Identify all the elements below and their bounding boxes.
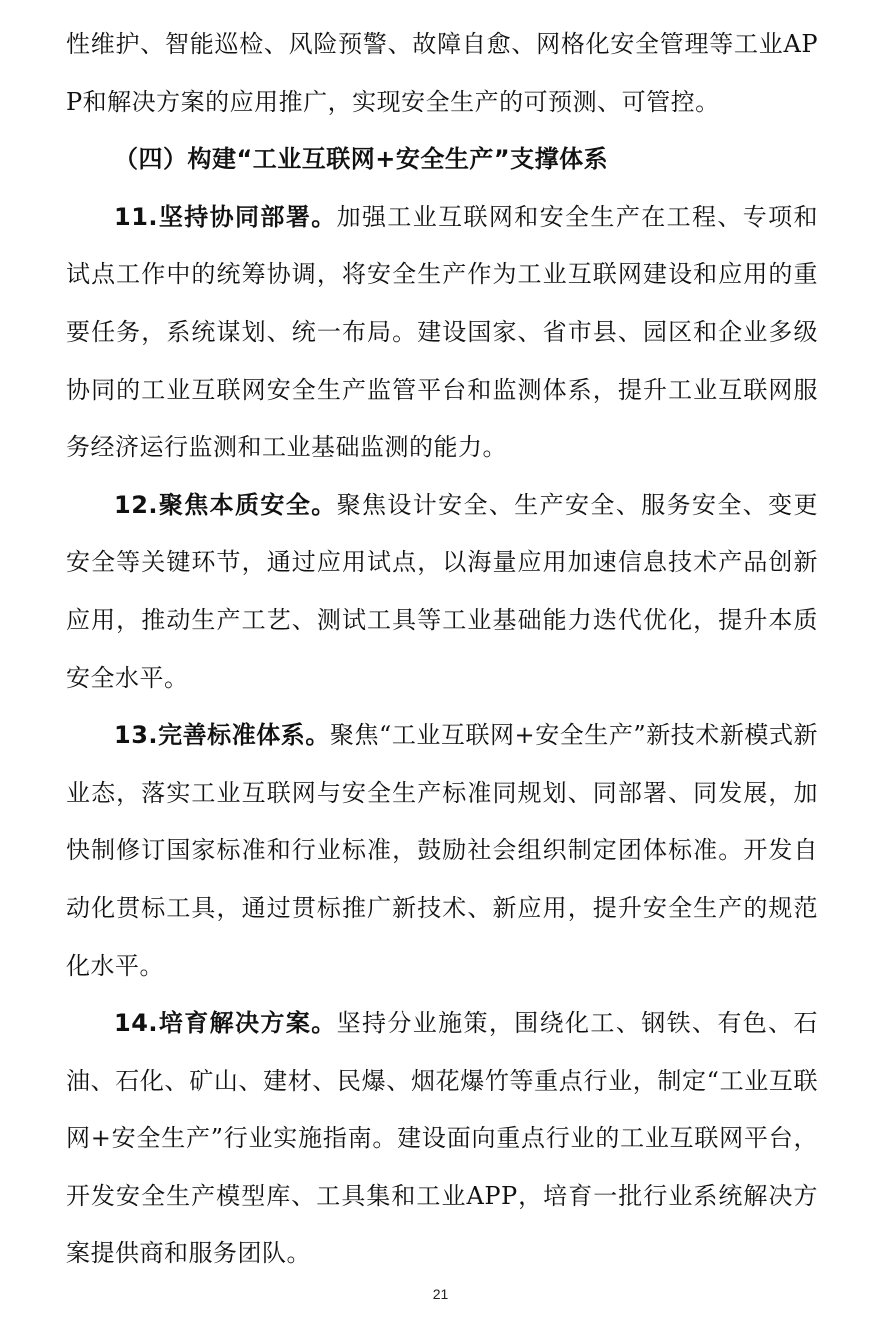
item-paragraph-12	[66, 477, 818, 707]
item-body-14: 坚持分业施策，围绕化工、钢铁、有色、石油、石化、矿山、建材、民爆、烟花爆竹等重点行业，制定“工业互联网+安全生产”行业实施指南。建设面向重点行业的工业互联网平台，开发安全生产模型库、工具集和工业APP，培育一批行业系统解决方案提供商和服务团队。	[66, 1009, 819, 1268]
item-lead-11: 11.坚持协同部署。	[114, 202, 337, 231]
item-paragraph-14	[66, 995, 818, 1283]
item-lead-12: 12.聚焦本质安全。	[114, 490, 337, 519]
continuation-paragraph: 性维护、智能巡检、风险预警、故障自愈、网格化安全管理等工业APP和解决方案的应用推广，实现安全生产的可预测、可管控。	[66, 30, 818, 116]
item-lead-13: 13.完善标准体系。	[114, 721, 330, 750]
item-lead-14: 14.培育解决方案。	[114, 1009, 337, 1038]
document-body	[66, 16, 818, 1283]
item-body-13: 聚焦“工业互联网+安全生产”新技术新模式新业态，落实工业互联网与安全生产标准同规划、同部署、同发展，加快制修订国家标准和行业标准，鼓励社会组织制定团体标准。开发自动化贯标工具，通过贯标推广新技术、新应用，提升安全生产的规范化水平。	[66, 721, 819, 980]
item-body-11: 加强工业互联网和安全生产在工程、专项和试点工作中的统筹协调，将安全生产作为工业互联网建设和应用的重要任务，系统谋划、统一布局。建设国家、省市县、园区和企业多级协同的工业互联网安全生产监管平台和监测体系，提升工业互联网服务经济运行监测和工业基础监测的能力。	[66, 202, 819, 462]
item-paragraph-11	[66, 189, 818, 477]
item-paragraph-13	[66, 707, 818, 995]
section-heading: （四）构建“工业互联网+安全生产”支撑体系	[114, 145, 609, 174]
page-number: 21	[432, 1286, 449, 1302]
item-body-12: 聚焦设计安全、生产安全、服务安全、变更安全等关键环节，通过应用试点，以海量应用加速信息技术产品创新应用，推动生产工艺、测试工具等工业基础能力迭代优化，提升本质安全水平。	[66, 490, 819, 692]
